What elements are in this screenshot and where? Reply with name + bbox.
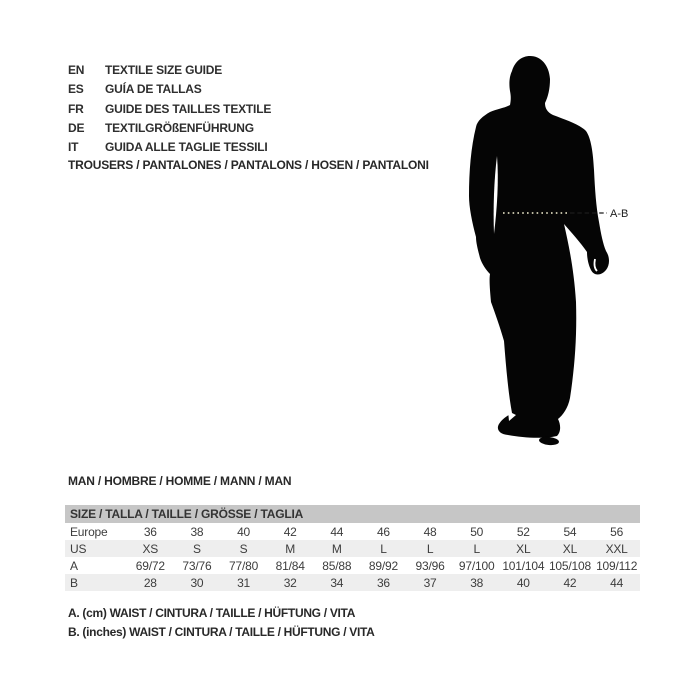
row-label: Europe (70, 524, 108, 539)
size-cell: 81/84 (275, 558, 305, 573)
man-silhouette-figure (450, 50, 630, 460)
size-cell: 31 (220, 574, 267, 591)
language-code: FR (68, 101, 84, 116)
size-cell: 46 (376, 524, 390, 539)
size-cell: L (407, 540, 454, 557)
size-cell: 77/80 (229, 558, 259, 573)
section-title: MAN / HOMBRE / HOMME / MANN / MAN (68, 474, 292, 488)
size-cell: M (314, 540, 361, 557)
table-row (65, 574, 640, 591)
language-label: TEXTILE SIZE GUIDE (105, 63, 223, 77)
size-cell: 56 (610, 524, 624, 539)
size-cell: M (267, 540, 314, 557)
language-label: GUIDE DES TAILLES TEXTILE (105, 101, 272, 116)
size-cell: 50 (470, 524, 484, 539)
size-cell: 34 (314, 574, 361, 591)
size-cell: 89/92 (368, 558, 398, 573)
size-cell: 48 (423, 524, 437, 539)
size-cell: 44 (330, 524, 344, 539)
size-cell: 40 (500, 574, 547, 591)
size-cell: 54 (563, 524, 577, 539)
size-cell: XS (127, 540, 174, 557)
size-table-container (65, 505, 640, 591)
category-title: TROUSERS / PANTALONES / PANTALONS / HOSEN / PANTALONI (68, 158, 429, 172)
size-cell: 36 (143, 524, 157, 539)
row-label: B (65, 574, 127, 591)
language-code: DE (68, 120, 85, 135)
language-label: TEXTILGRÖßENFÜHRUNG (105, 120, 254, 135)
language-code: ES (68, 82, 84, 97)
table-row (65, 540, 640, 557)
row-label: US (65, 540, 127, 557)
size-cell: 40 (237, 524, 251, 539)
size-table-header: SIZE / TALLA / TAILLE / GRÖSSE / TAGLIA (65, 505, 640, 523)
man-silhouette (469, 56, 609, 438)
row-label: A (70, 558, 78, 573)
size-cell: 85/88 (322, 558, 352, 573)
size-cell: 105/108 (548, 558, 591, 573)
size-cell: 97/100 (458, 558, 495, 573)
size-cell: 93/96 (415, 558, 445, 573)
size-cell: 73/76 (182, 558, 212, 573)
table-row (65, 557, 640, 574)
language-code: IT (68, 140, 79, 155)
measure-label: A-B (610, 208, 629, 220)
size-table-header-row (65, 505, 640, 523)
language-guide-item (68, 80, 271, 99)
language-label: GUIDA ALLE TAGLIE TESSILI (105, 140, 268, 155)
size-cell: 42 (547, 574, 594, 591)
size-cell: 109/112 (596, 558, 638, 573)
size-cell: 44 (593, 574, 640, 591)
size-table-body (65, 523, 640, 591)
size-cell: S (174, 540, 221, 557)
language-code: EN (68, 63, 85, 77)
size-cell: 42 (283, 524, 297, 539)
language-guide-item (68, 61, 271, 80)
size-cell: S (220, 540, 267, 557)
size-cell: XL (500, 540, 547, 557)
footnotes (68, 604, 375, 641)
size-cell: 30 (174, 574, 221, 591)
size-cell: 28 (127, 574, 174, 591)
language-guide (68, 61, 271, 157)
language-guide-item (68, 100, 271, 119)
size-cell: 101/104 (502, 558, 545, 573)
size-cell: 38 (453, 574, 500, 591)
footnote-b: B. (inches) WAIST / CINTURA / TAILLE / HÜFTUNG / VITA (68, 624, 375, 639)
footnote-a: A. (cm) WAIST / CINTURA / TAILLE / HÜFTUNG / VITA (68, 606, 356, 620)
size-cell: 36 (360, 574, 407, 591)
size-cell: 52 (516, 524, 530, 539)
size-cell: 32 (267, 574, 314, 591)
language-label: GUÍA DE TALLAS (105, 82, 202, 97)
size-cell: 38 (190, 524, 204, 539)
language-guide-item (68, 138, 271, 157)
language-guide-item (68, 119, 271, 138)
table-row (65, 523, 640, 540)
size-cell: XL (547, 540, 594, 557)
size-cell: XXL (593, 540, 640, 557)
size-cell: L (453, 540, 500, 557)
size-cell: 37 (407, 574, 454, 591)
size-table (65, 505, 640, 591)
size-cell: L (360, 540, 407, 557)
size-cell: 69/72 (135, 558, 165, 573)
man-silhouette-svg (450, 50, 630, 460)
